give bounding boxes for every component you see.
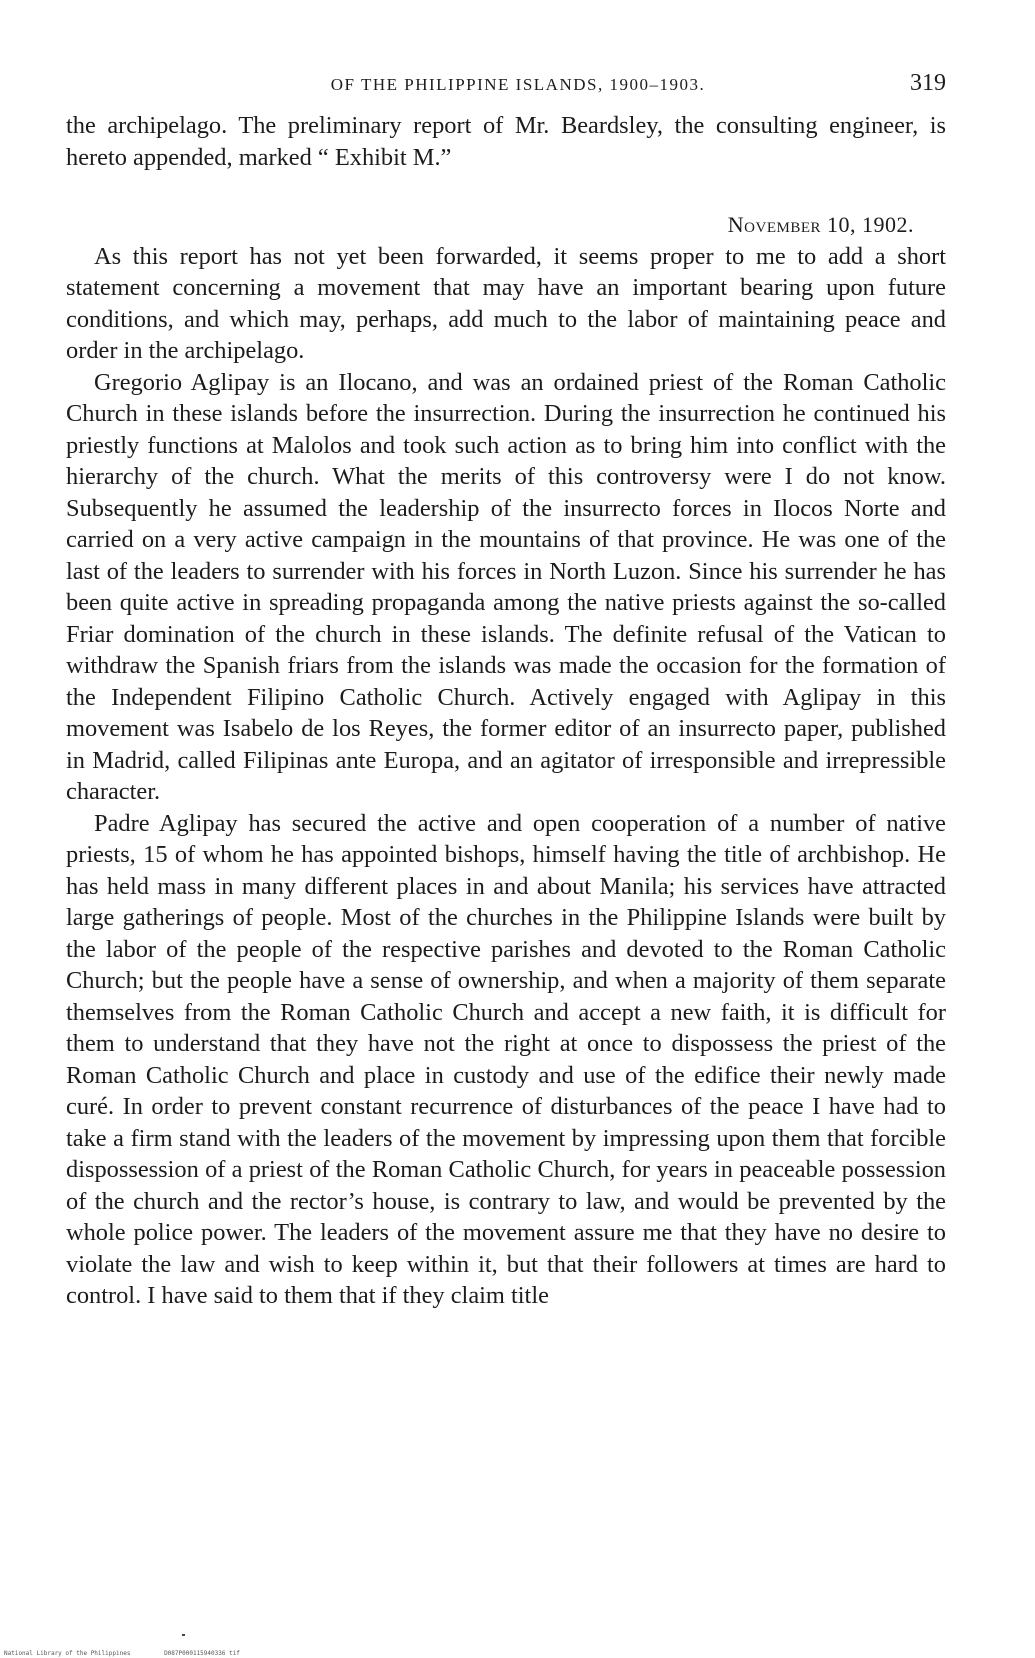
- document-page: [66, 70, 946, 1312]
- paragraph-aglipay-background: Gregorio Aglipay is an Ilocano, and was an ordained priest of the Roman Catholic Church in these islands before the insurrection. During the insurrection he continued his priestly functions at Malolos and took such action as to bring him into conflict with the hierarchy of the church. What the merits of this controversy were I do not know. Subsequently he assumed the leadership of the insurrecto forces in Ilocos Norte and carried on a very active campaign in the mountains of that province. He was one of the last of the leaders to surrender with his forces in North Luzon. Since his surrender he has been quite active in spreading propaganda among the native priests against the so-called Friar domination of the church in these islands. The definite refusal of the Vatican to withdraw the Spanish friars from the islands was made the occasion for the formation of the Independent Filipino Catholic Church. Actively engaged with Aglipay in this movement was Isabelo de los Reyes, the former editor of an insurrecto paper, published in Madrid, called Filipinas ante Europa, and an agitator of irresponsible and irrepressible character.: [66, 368, 946, 805]
- scan-speck: [182, 1634, 185, 1636]
- running-header: [66, 70, 946, 110]
- paragraph-aglipay-movement: Padre Aglipay has secured the active and open cooperation of a number of native priests, 15 of whom he has appointed bishops, himself having the title of archbishop. He has held mass in many different places in and about Manila; his services have attracted large gatherings of people. Most of the churches in the Philippine Islands were built by the labor of the people of the respective parishes and devoted to the Roman Catholic Church; but the people have a sense of ownership, and when a majority of them separate themselves from the Roman Catholic Church and accept a new faith, it is difficult for them to understand that they have not the right at once to dispossess the priest of the Roman Catholic Church and place in custody and use of the edifice their newly made curé. In order to prevent constant recurrence of disturbances of the peace I have had to take a firm stand with the leaders of the movement by impressing upon them that forcible dispossession of a priest of the Roman Catholic Church, for years in peaceable possession of the church and the rector’s house, is contrary to law, and would be prevented by the whole police power. The leaders of the movement assure me that they have no desire to violate the law and wish to keep within it, but that their followers at times are hard to control. I have said to them that if they claim title: [66, 809, 946, 1309]
- footer-library: National Library of the Philippines: [4, 1650, 131, 1657]
- running-title: OF THE PHILIPPINE ISLANDS, 1900–1903.: [330, 75, 706, 94]
- page-number: 319: [910, 70, 946, 96]
- paragraph-report-statement: As this report has not yet been forwarded, it seems proper to me to add a short statement concerning a movement that may have an important bearing upon future conditions, and which may, perhaps, add much to the labor of maintaining peace and order in the archipelago.: [66, 242, 946, 364]
- date-line: November 10, 1902.: [727, 212, 914, 237]
- paragraph-continuation: the archipelago. The preliminary report of Mr. Beardsley, the consulting engineer, is hereto appended, marked “ Exhibit M.”: [66, 112, 946, 171]
- scan-footer: [4, 1650, 240, 1657]
- footer-file-id: D087P000115940336 tif: [164, 1650, 240, 1657]
